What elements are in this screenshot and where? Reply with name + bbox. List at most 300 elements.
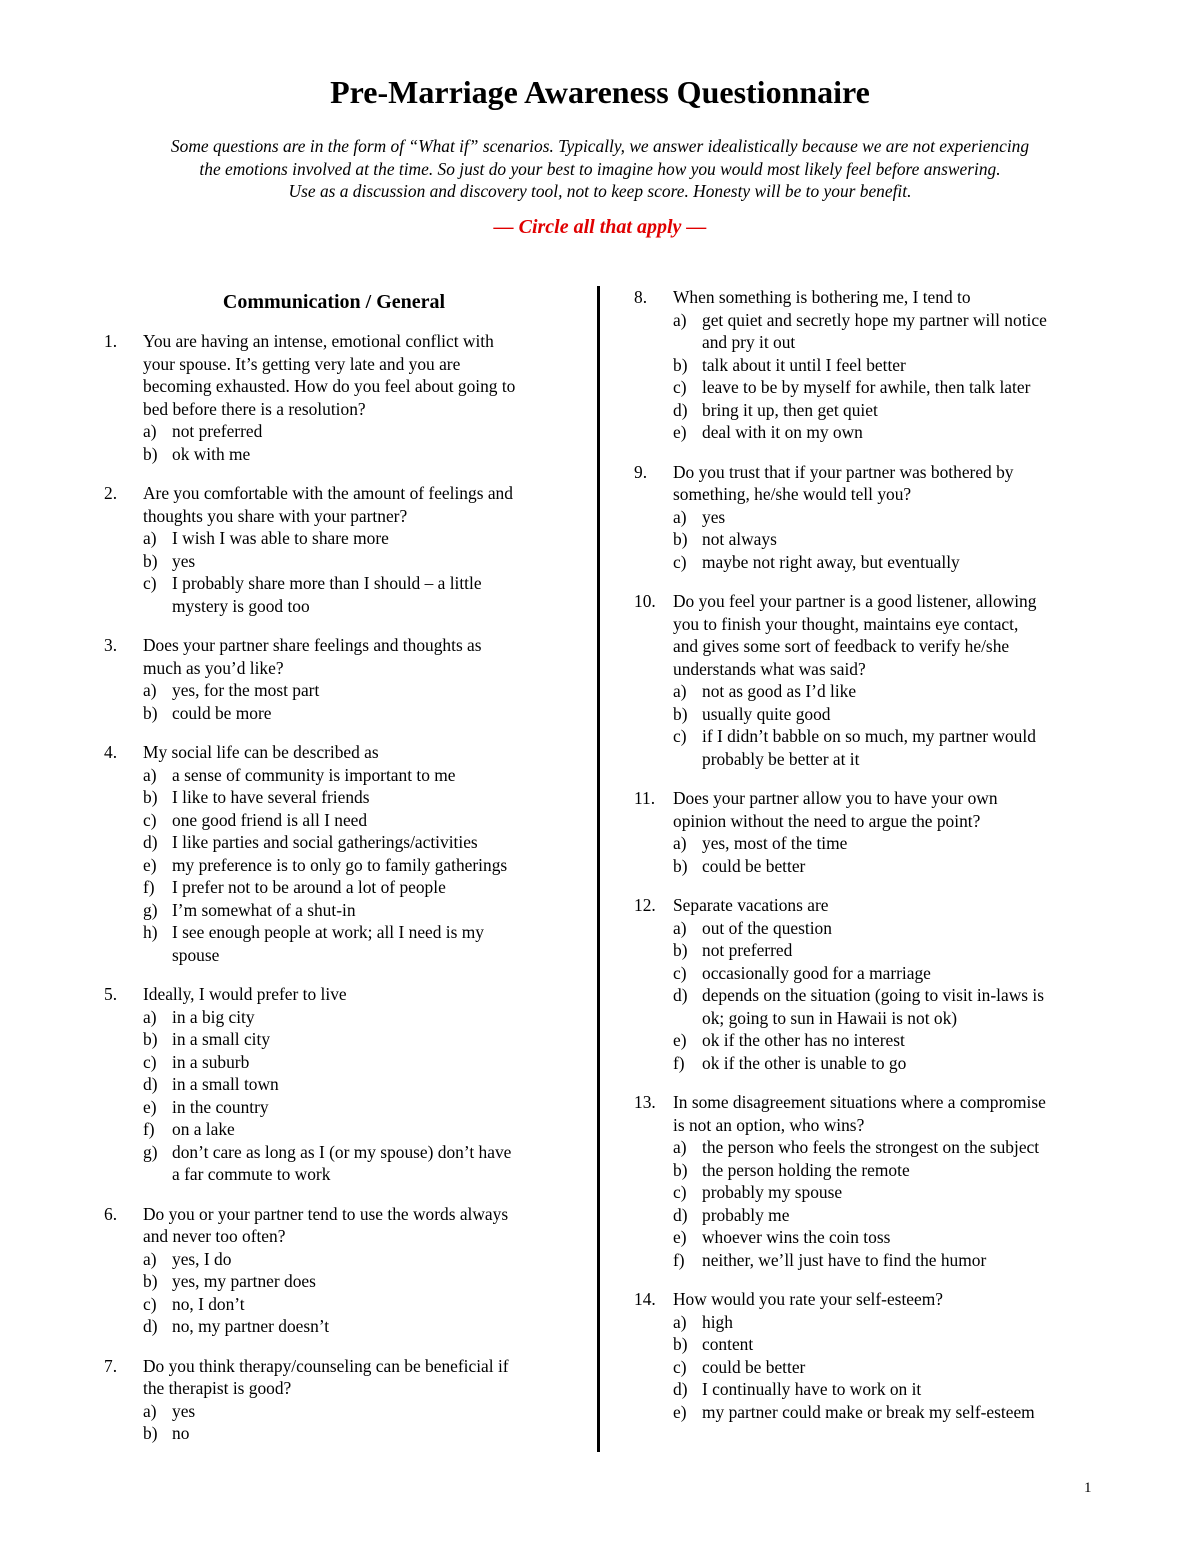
- option-letter: e): [143, 854, 157, 875]
- answer-option[interactable]: [104, 595, 574, 618]
- answer-option[interactable]: [104, 420, 574, 443]
- option-text: whoever wins the coin toss: [702, 1227, 891, 1247]
- question-number: [104, 353, 143, 376]
- option-letter: e): [143, 1096, 157, 1117]
- answer-option[interactable]: [634, 680, 1104, 703]
- option-text: in a small city: [172, 1029, 271, 1049]
- question-text: the therapist is good?: [143, 1378, 292, 1398]
- option-text: I see enough people at work; all I need is my: [172, 922, 484, 942]
- option-text: the person who feels the strongest on the subject: [702, 1137, 1040, 1157]
- question-line: [104, 741, 574, 764]
- option-letter: b): [143, 787, 158, 807]
- question-text: bed before there is a resolution?: [143, 398, 366, 419]
- question-number: 14.: [634, 1289, 656, 1309]
- option-letter: [143, 1163, 172, 1186]
- question-text: Ideally, I would prefer to live: [143, 984, 347, 1004]
- option-text: neither, we’ll just have to find the humor: [702, 1249, 987, 1270]
- question-number: [104, 657, 143, 680]
- option-text: high: [702, 1311, 733, 1332]
- question-item: [634, 286, 1104, 444]
- option-text: my preference is to only go to family gatherings: [172, 854, 508, 875]
- question-item: [634, 894, 1104, 1074]
- question-line: [104, 1355, 574, 1378]
- question-text: Do you feel your partner is a good listener, allowing: [673, 591, 1037, 611]
- answer-option[interactable]: [104, 831, 574, 854]
- option-text: usually quite good: [702, 703, 831, 724]
- question-text: Are you comfortable with the amount of feelings and: [143, 483, 513, 503]
- question-item: [104, 1203, 574, 1338]
- answer-option[interactable]: [104, 1422, 574, 1445]
- question-number: [104, 1225, 143, 1248]
- question-number: [104, 375, 143, 398]
- answer-option[interactable]: [104, 1270, 574, 1293]
- question-text: Separate vacations are: [673, 895, 829, 915]
- question-number: [104, 505, 143, 528]
- option-letter: c): [143, 809, 157, 830]
- option-letter: f): [673, 1052, 685, 1073]
- option-text: in a small town: [172, 1074, 279, 1094]
- answer-option[interactable]: [634, 399, 1104, 422]
- page-number: 1: [1084, 1480, 1092, 1496]
- answer-option[interactable]: [634, 1378, 1104, 1401]
- answer-option[interactable]: [104, 1315, 574, 1338]
- option-letter: d): [673, 985, 688, 1005]
- question-text: becoming exhausted. How do you feel about going to: [143, 376, 516, 396]
- question-line: [634, 1288, 1104, 1311]
- option-text: ok; going to sun in Hawaii is not ok): [702, 1007, 958, 1028]
- answer-option[interactable]: [634, 1029, 1104, 1052]
- question-text: When something is bothering me, I tend to: [673, 287, 971, 307]
- option-letter: c): [143, 1293, 157, 1314]
- option-letter: e): [673, 422, 687, 442]
- question-number: [104, 398, 143, 421]
- option-letter: d): [673, 1379, 688, 1399]
- question-line: [104, 1225, 574, 1248]
- option-letter: b): [673, 529, 688, 549]
- option-letter: [673, 748, 702, 771]
- intro-line: the emotions involved at the time. So just do your best to imagine how you would most likely feel before answering.: [199, 158, 1001, 179]
- answer-option[interactable]: [634, 1401, 1104, 1424]
- option-letter: b): [673, 855, 688, 876]
- question-number: 9.: [634, 461, 648, 482]
- answer-option[interactable]: [634, 376, 1104, 399]
- question-item: [634, 1091, 1104, 1271]
- question-line: [634, 590, 1104, 613]
- answer-option[interactable]: [634, 506, 1104, 529]
- answer-option[interactable]: [104, 527, 574, 550]
- option-text: could be more: [172, 702, 272, 723]
- question-number: [104, 1377, 143, 1400]
- answer-option[interactable]: [634, 1226, 1104, 1249]
- question-line: [104, 1203, 574, 1226]
- question-line: [634, 787, 1104, 810]
- option-letter: b): [143, 443, 158, 464]
- right-column: [634, 286, 1104, 1440]
- question-item: [104, 634, 574, 724]
- question-line: [104, 482, 574, 505]
- option-letter: d): [673, 399, 688, 420]
- question-item: [104, 330, 574, 465]
- answer-option[interactable]: [634, 832, 1104, 855]
- option-letter: a): [673, 833, 687, 853]
- option-letter: f): [143, 877, 155, 897]
- answer-option[interactable]: [104, 1141, 574, 1164]
- answer-option[interactable]: [634, 1333, 1104, 1356]
- option-text: no, I don’t: [172, 1293, 245, 1314]
- option-text: yes, my partner does: [172, 1271, 316, 1291]
- option-letter: b): [673, 940, 688, 960]
- option-letter: g): [143, 1141, 158, 1162]
- option-text: in a big city: [172, 1006, 255, 1027]
- option-text: spouse: [172, 944, 220, 965]
- answer-option[interactable]: [634, 1159, 1104, 1182]
- question-line: [634, 483, 1104, 506]
- question-line: [634, 658, 1104, 681]
- answer-option[interactable]: [634, 917, 1104, 940]
- option-text: one good friend is all I need: [172, 809, 368, 830]
- option-text: if I didn’t babble on so much, my partner would: [702, 726, 1036, 746]
- question-text: thoughts you share with your partner?: [143, 505, 408, 526]
- option-text: not as good as I’d like: [702, 681, 857, 701]
- question-line: [634, 613, 1104, 636]
- intro-text: [80, 135, 1120, 203]
- option-letter: [143, 595, 172, 618]
- option-text: yes, most of the time: [702, 833, 848, 853]
- option-letter: a): [673, 1311, 687, 1332]
- answer-option[interactable]: [634, 939, 1104, 962]
- option-letter: d): [143, 1316, 158, 1336]
- answer-option[interactable]: [634, 984, 1104, 1007]
- question-line: [104, 657, 574, 680]
- answer-option[interactable]: [104, 854, 574, 877]
- answer-option[interactable]: [634, 725, 1104, 748]
- answer-option[interactable]: [634, 703, 1104, 726]
- option-text: not preferred: [172, 421, 263, 441]
- option-letter: b): [673, 1159, 688, 1180]
- option-text: mystery is good too: [172, 595, 310, 616]
- question-line: [104, 375, 574, 398]
- question-number: 13.: [634, 1092, 656, 1112]
- question-item: [104, 482, 574, 617]
- question-text: Do you think therapy/counseling can be beneficial if: [143, 1355, 509, 1376]
- option-text: occasionally good for a marriage: [702, 962, 931, 983]
- question-number: 1.: [104, 331, 118, 351]
- answer-option[interactable]: [634, 309, 1104, 332]
- question-number: 6.: [104, 1203, 118, 1224]
- option-text: yes: [172, 1400, 196, 1421]
- question-text: Do you trust that if your partner was bothered by: [673, 461, 1014, 482]
- option-letter: c): [673, 1182, 687, 1202]
- answer-option[interactable]: [634, 421, 1104, 444]
- option-letter: [673, 331, 702, 354]
- option-letter: c): [143, 1051, 157, 1072]
- question-text: is not an option, who wins?: [673, 1114, 865, 1135]
- option-text: I’m somewhat of a shut-in: [172, 899, 356, 920]
- answer-option[interactable]: [634, 1356, 1104, 1379]
- option-letter: a): [143, 680, 157, 700]
- answer-option[interactable]: [104, 1163, 574, 1186]
- option-letter: b): [143, 1029, 158, 1049]
- option-text: could be better: [702, 1356, 806, 1377]
- option-letter: a): [673, 309, 687, 330]
- option-letter: a): [143, 1400, 157, 1421]
- option-text: probably be better at it: [702, 748, 860, 769]
- answer-option[interactable]: [104, 1293, 574, 1316]
- question-text: you to finish your thought, maintains eye contact,: [673, 613, 1019, 634]
- question-line: [634, 1114, 1104, 1137]
- option-text: yes, I do: [172, 1248, 232, 1269]
- answer-option[interactable]: [634, 331, 1104, 354]
- answer-option[interactable]: [104, 876, 574, 899]
- answer-option[interactable]: [104, 572, 574, 595]
- option-text: I wish I was able to share more: [172, 528, 389, 548]
- question-text: Does your partner allow you to have your own: [673, 788, 998, 808]
- question-list: [634, 286, 1104, 1423]
- question-line: [634, 894, 1104, 917]
- answer-option[interactable]: [634, 1181, 1104, 1204]
- question-text: You are having an intense, emotional conflict with: [143, 331, 494, 351]
- option-letter: e): [673, 1227, 687, 1247]
- option-text: get quiet and secretly hope my partner will notice: [702, 309, 1047, 330]
- question-number: [634, 1114, 673, 1137]
- option-letter: g): [143, 899, 158, 920]
- option-text: the person holding the remote: [702, 1159, 910, 1180]
- answer-option[interactable]: [634, 1204, 1104, 1227]
- answer-option[interactable]: [634, 962, 1104, 985]
- answer-option[interactable]: [104, 1400, 574, 1423]
- question-number: 3.: [104, 635, 118, 655]
- option-letter: b): [143, 1423, 158, 1443]
- option-letter: d): [673, 1204, 688, 1225]
- answer-option[interactable]: [104, 1118, 574, 1141]
- question-number: [634, 613, 673, 636]
- option-letter: a): [143, 1006, 157, 1027]
- option-letter: b): [673, 354, 688, 375]
- answer-option[interactable]: [634, 528, 1104, 551]
- option-letter: e): [673, 1401, 687, 1422]
- question-line: [104, 983, 574, 1006]
- option-letter: c): [673, 551, 687, 572]
- option-letter: a): [673, 681, 687, 701]
- question-item: [634, 590, 1104, 770]
- question-line: [104, 634, 574, 657]
- option-letter: d): [143, 832, 158, 852]
- question-number: 12.: [634, 895, 656, 915]
- option-text: maybe not right away, but eventually: [702, 551, 960, 572]
- option-text: yes: [702, 506, 726, 527]
- left-column: [104, 286, 574, 1462]
- option-text: don’t care as long as I (or my spouse) don’t have: [172, 1141, 512, 1162]
- option-text: out of the question: [702, 917, 832, 938]
- question-number: 11.: [634, 788, 656, 808]
- option-text: in the country: [172, 1096, 269, 1117]
- question-text: and never too often?: [143, 1226, 286, 1246]
- option-text: and pry it out: [702, 332, 796, 352]
- option-text: talk about it until I feel better: [702, 354, 906, 375]
- intro-line: Some questions are in the form of “What if” scenarios. Typically, we answer idealistically because we are not experiencing: [170, 136, 1030, 156]
- option-text: content: [702, 1334, 754, 1354]
- answer-option[interactable]: [104, 679, 574, 702]
- intro-line: Use as a discussion and discovery tool, not to keep score. Honesty will be to your benefit.: [288, 181, 912, 202]
- question-line: [634, 1091, 1104, 1114]
- answer-option[interactable]: [104, 1051, 574, 1074]
- option-text: not preferred: [702, 940, 793, 960]
- answer-option[interactable]: [104, 1006, 574, 1029]
- option-text: probably me: [702, 1204, 790, 1225]
- option-text: I probably share more than I should – a little: [172, 573, 482, 593]
- option-text: a sense of community is important to me: [172, 764, 456, 785]
- option-text: bring it up, then get quiet: [702, 399, 878, 420]
- answer-option[interactable]: [104, 1248, 574, 1271]
- answer-option[interactable]: [104, 944, 574, 967]
- question-number: [634, 810, 673, 833]
- option-letter: c): [143, 573, 157, 593]
- question-item: [634, 1288, 1104, 1423]
- option-letter: a): [143, 528, 157, 548]
- question-line: [634, 461, 1104, 484]
- option-text: ok with me: [172, 443, 251, 464]
- answer-option[interactable]: [634, 354, 1104, 377]
- answer-option[interactable]: [634, 1052, 1104, 1075]
- option-letter: [673, 1007, 702, 1030]
- question-text: Do you or your partner tend to use the words always: [143, 1203, 509, 1224]
- option-letter: c): [673, 1356, 687, 1377]
- option-letter: h): [143, 922, 158, 942]
- question-text: much as you’d like?: [143, 657, 284, 678]
- option-text: leave to be by myself for awhile, then talk later: [702, 377, 1031, 397]
- answer-option[interactable]: [104, 921, 574, 944]
- option-text: no: [172, 1423, 190, 1443]
- circle-instruction: — Circle all that apply —: [493, 216, 707, 238]
- option-text: could be better: [702, 855, 806, 876]
- option-text: yes, for the most part: [172, 680, 320, 700]
- option-letter: c): [673, 726, 687, 746]
- option-text: deal with it on my own: [702, 422, 863, 442]
- page-title: Pre-Marriage Awareness Questionnaire: [330, 74, 870, 110]
- section-title: Communication / General: [222, 291, 446, 313]
- column-divider: [597, 286, 600, 1452]
- question-text: and gives some sort of feedback to verify he/she: [673, 636, 1010, 656]
- question-number: [634, 635, 673, 658]
- question-text: In some disagreement situations where a compromise: [673, 1092, 1046, 1112]
- answer-option[interactable]: [104, 443, 574, 466]
- question-line: [104, 1377, 574, 1400]
- option-text: on a lake: [172, 1119, 235, 1139]
- option-letter: b): [673, 1334, 688, 1354]
- option-letter: b): [673, 703, 688, 724]
- answer-option[interactable]: [634, 855, 1104, 878]
- answer-option[interactable]: [104, 764, 574, 787]
- option-text: I like to have several friends: [172, 787, 370, 807]
- question-line: [634, 286, 1104, 309]
- option-text: in a suburb: [172, 1051, 250, 1072]
- question-number: 8.: [634, 287, 648, 307]
- answer-option[interactable]: [634, 1249, 1104, 1272]
- question-line: [634, 810, 1104, 833]
- question-list: [104, 330, 574, 1445]
- answer-option[interactable]: [634, 1007, 1104, 1030]
- option-letter: a): [673, 506, 687, 527]
- question-number: 5.: [104, 984, 118, 1004]
- answer-option[interactable]: [634, 1136, 1104, 1159]
- answer-option[interactable]: [634, 1311, 1104, 1334]
- option-letter: a): [143, 764, 157, 785]
- option-text: a far commute to work: [172, 1164, 331, 1184]
- question-text: opinion without the need to argue the point?: [673, 810, 981, 831]
- option-letter: d): [143, 1074, 158, 1094]
- option-letter: a): [143, 1248, 157, 1269]
- option-letter: c): [673, 962, 687, 983]
- question-item: [634, 461, 1104, 574]
- answer-option[interactable]: [104, 550, 574, 573]
- question-number: [634, 483, 673, 506]
- question-item: [104, 983, 574, 1186]
- answer-option[interactable]: [104, 702, 574, 725]
- option-text: depends on the situation (going to visit in-laws is: [702, 985, 1044, 1005]
- option-letter: [143, 944, 172, 967]
- question-line: [104, 398, 574, 421]
- question-number: 10.: [634, 591, 656, 611]
- question-item: [104, 1355, 574, 1445]
- question-item: [634, 787, 1104, 877]
- option-text: no, my partner doesn’t: [172, 1316, 330, 1336]
- option-text: ok if the other is unable to go: [702, 1052, 907, 1073]
- option-text: I prefer not to be around a lot of people: [172, 877, 446, 897]
- option-text: I like parties and social gatherings/activities: [172, 832, 478, 852]
- question-text: understands what was said?: [673, 658, 866, 679]
- option-letter: f): [143, 1119, 155, 1139]
- option-letter: b): [143, 702, 158, 723]
- answer-option[interactable]: [104, 899, 574, 922]
- option-letter: b): [143, 1271, 158, 1291]
- question-number: [634, 658, 673, 681]
- question-text: How would you rate your self-esteem?: [673, 1289, 943, 1309]
- question-text: My social life can be described as: [143, 742, 379, 762]
- question-text: something, he/she would tell you?: [673, 484, 912, 504]
- question-item: [104, 741, 574, 966]
- answer-option[interactable]: [104, 809, 574, 832]
- question-number: 2.: [104, 483, 118, 503]
- option-letter: e): [673, 1030, 687, 1050]
- answer-option[interactable]: [634, 551, 1104, 574]
- option-letter: a): [673, 1137, 687, 1157]
- option-text: not always: [702, 529, 777, 549]
- answer-option[interactable]: [634, 748, 1104, 771]
- option-letter: f): [673, 1249, 685, 1270]
- option-letter: b): [143, 550, 158, 571]
- answer-option[interactable]: [104, 786, 574, 809]
- question-line: [104, 353, 574, 376]
- option-text: probably my spouse: [702, 1182, 843, 1202]
- question-line: [104, 505, 574, 528]
- option-text: I continually have to work on it: [702, 1379, 922, 1399]
- question-line: [634, 635, 1104, 658]
- option-text: yes: [172, 550, 196, 571]
- option-letter: a): [673, 917, 687, 938]
- question-number: 4.: [104, 742, 118, 762]
- option-letter: c): [673, 377, 687, 397]
- answer-option[interactable]: [104, 1028, 574, 1051]
- option-text: ok if the other has no interest: [702, 1030, 905, 1050]
- question-number: 7.: [104, 1355, 118, 1376]
- option-letter: a): [143, 421, 157, 441]
- question-text: your spouse. It’s getting very late and you are: [143, 353, 461, 374]
- answer-option[interactable]: [104, 1073, 574, 1096]
- question-line: [104, 330, 574, 353]
- option-text: my partner could make or break my self-esteem: [702, 1401, 1035, 1422]
- answer-option[interactable]: [104, 1096, 574, 1119]
- question-text: Does your partner share feelings and thoughts as: [143, 635, 482, 655]
